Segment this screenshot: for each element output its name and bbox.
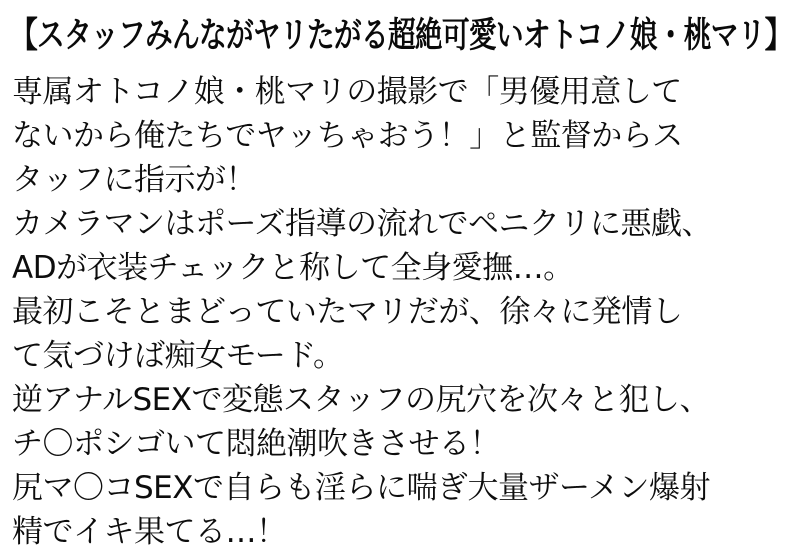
description-line: ないから俺たちでヤッちゃおう！」と監督からス: [12, 118, 683, 154]
page-title: 【スタッフみんながヤリたがる超絶可愛いオトコノ娘・桃マリ】: [10, 16, 792, 56]
description-line: 最初こそとまどっていたマリだが、徐々に発情し: [12, 294, 683, 330]
description-line: タッフに指示が！: [12, 162, 256, 198]
description-text-block: [10, 70, 790, 554]
description-line: 精でイキ果てる…！: [12, 514, 287, 550]
description-line: 尻マ〇コSEXで自らも淫らに喘ぎ大量ザーメン爆射: [12, 470, 710, 506]
description-line: 専属オトコノ娘・桃マリの撮影で「男優用意して: [12, 74, 682, 110]
description-line: ADが衣装チェックと称して全身愛撫…。: [12, 250, 574, 286]
description-line: カメラマンはポーズ指導の流れでペニクリに悪戯、: [12, 206, 712, 242]
description-line: チ〇ポシゴいて悶絶潮吹きさせる！: [12, 426, 500, 462]
description-line: 逆アナルSEXで変態スタッフの尻穴を次々と犯し、: [12, 382, 710, 418]
description-line: て気づけば痴女モード。: [12, 338, 344, 374]
